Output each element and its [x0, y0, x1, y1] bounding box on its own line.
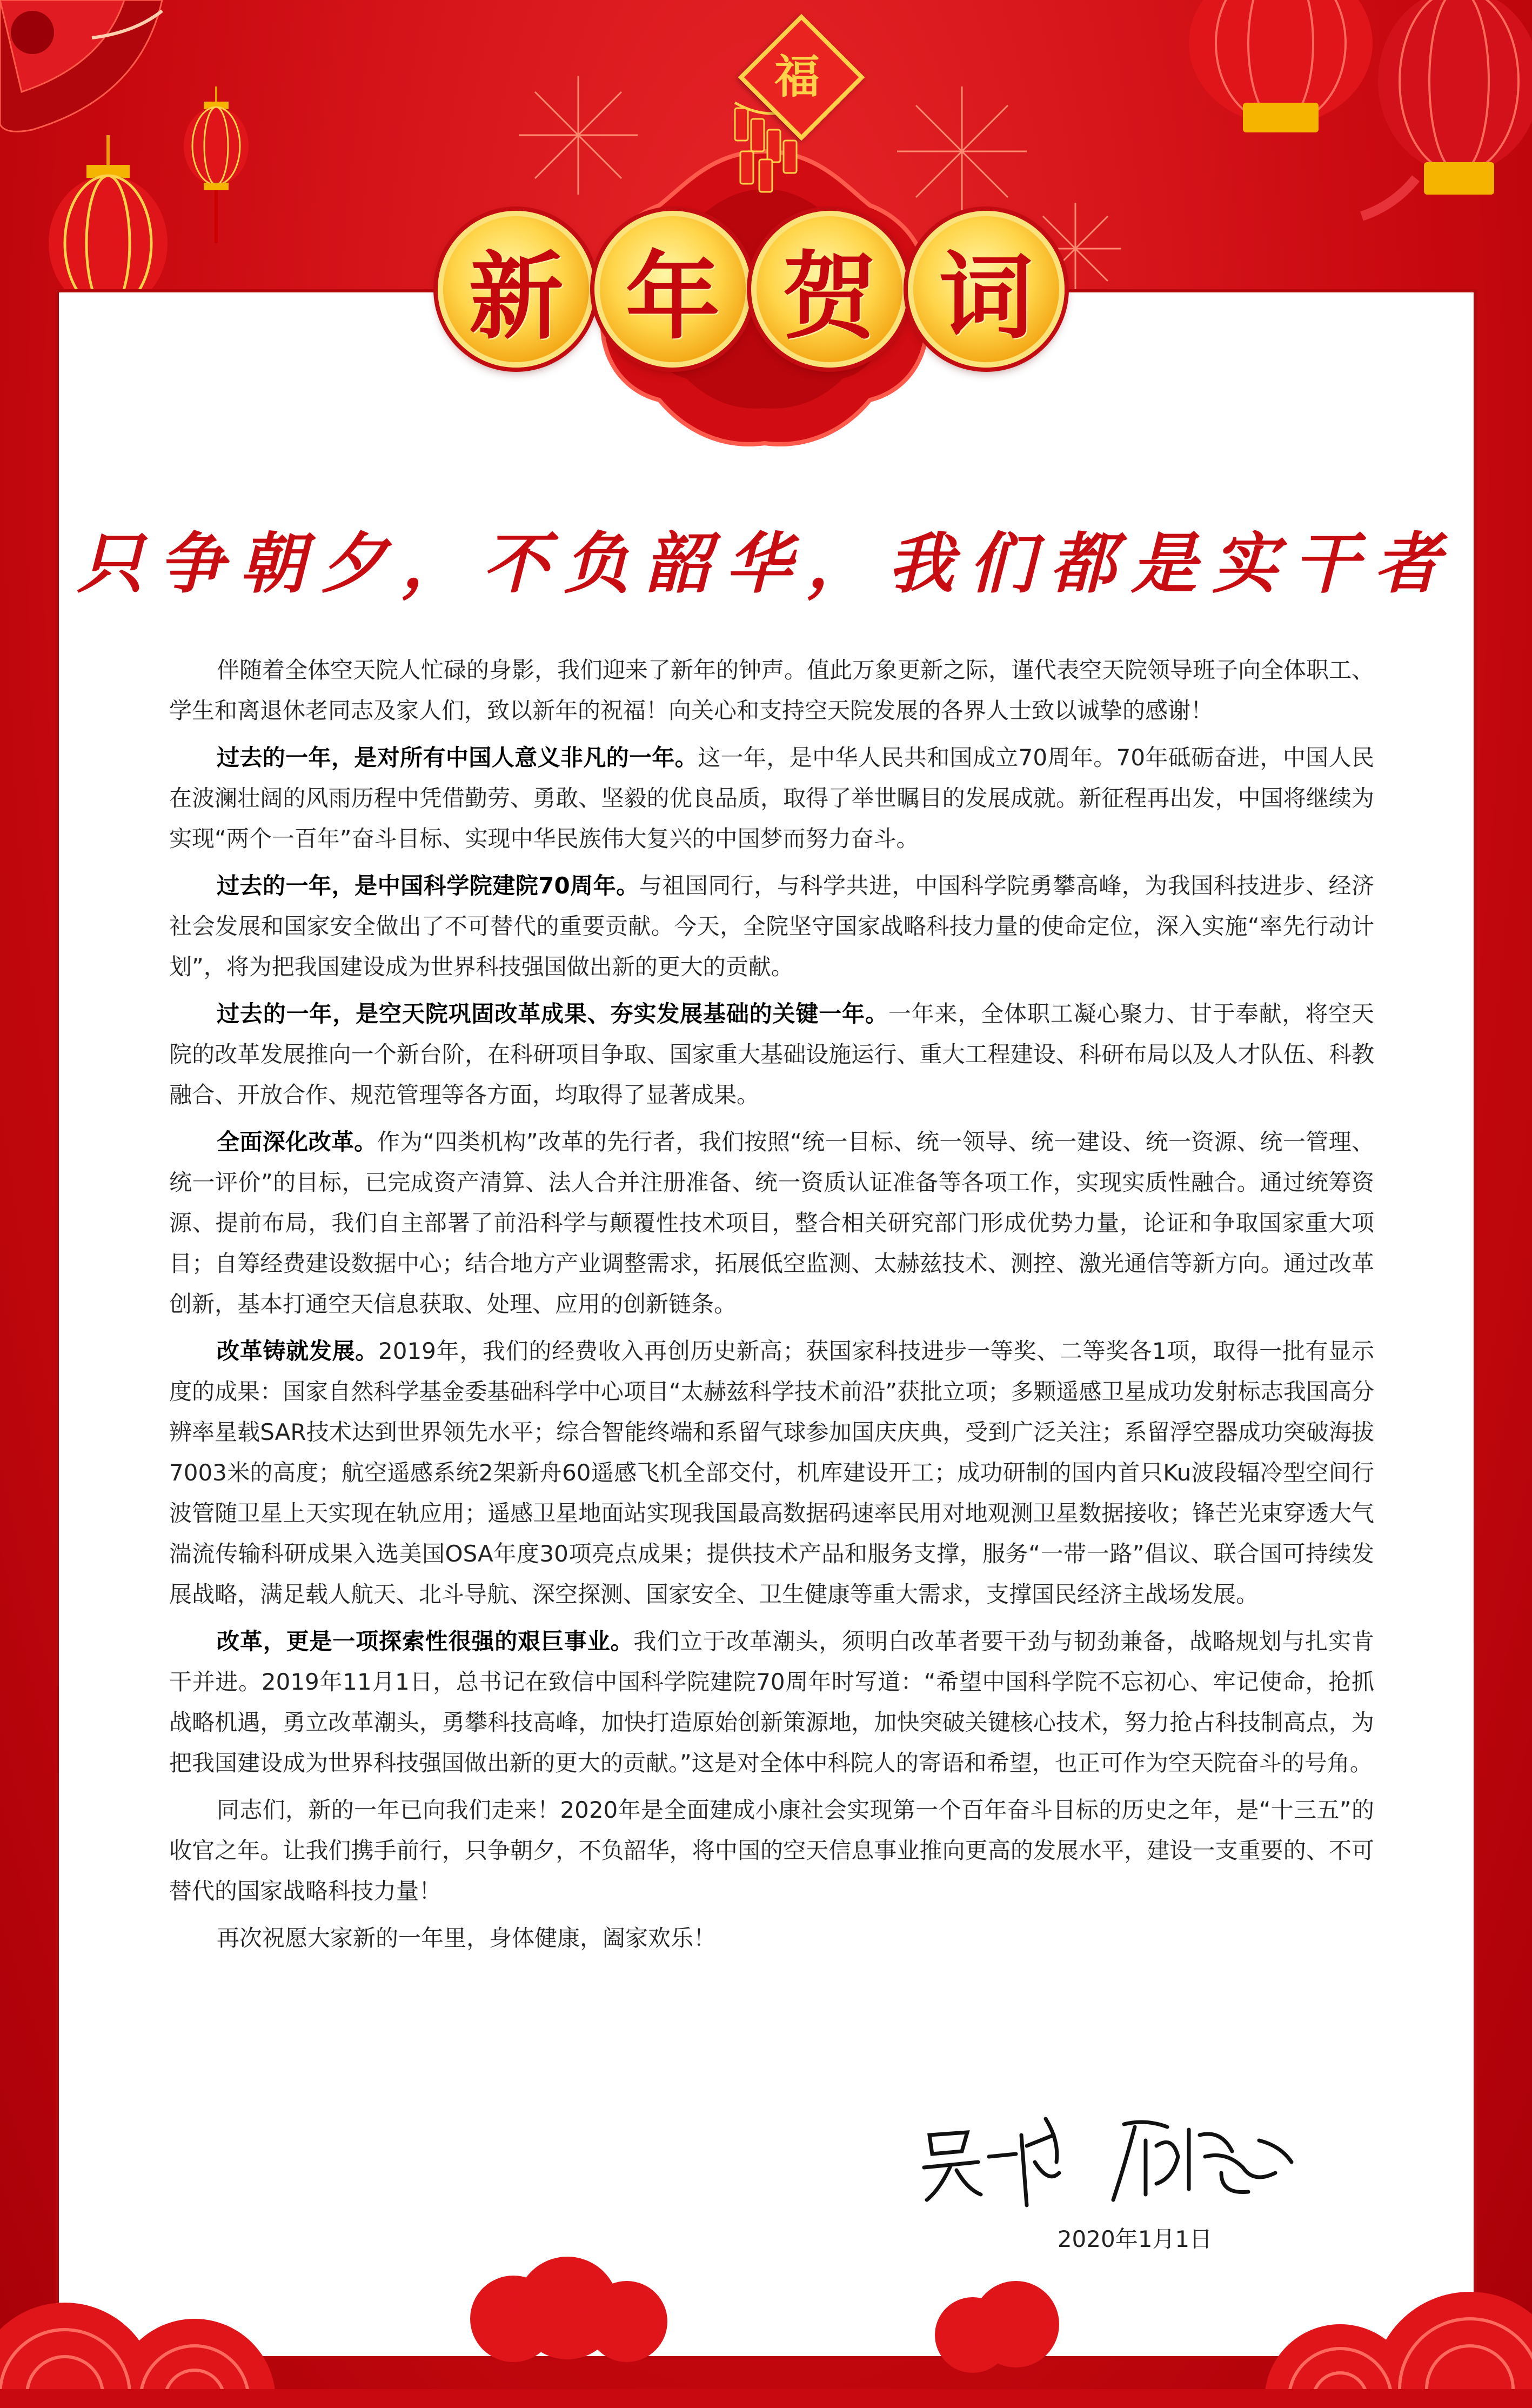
- lantern-icon: [1178, 0, 1532, 227]
- title-char: 贺: [751, 211, 908, 368]
- paragraph: 再次祝愿大家新的一年里，身体健康，阖家欢乐！: [217, 1925, 717, 1951]
- paragraph: 全面深化改革。作为“四类机构”改革的先行者，我们按照“统一目标、统一领导、统一建设、统一资源、统一管理、统一评价”的目标，已完成资产清算、法人合并注册准备、统一资质认证准备等各项工作，实现实质性融合。通过统筹资源、提前布局，我们自主部署了前沿科学与颠覆性技术项目，整合相关研究部门形成优势力量，论证和争取国家重大项目；自筹经费建设数据中心；结合地方产业调整需求，拓展低空监测、太赫兹技术、测控、激光通信等新方向。通过改革创新，基本打通空天信息获取、处理、应用的创新链条。: [169, 1129, 1374, 1317]
- letter-body: [169, 650, 1374, 1965]
- subtitle: 只争朝夕，不负韶华，我们都是实干者: [77, 524, 1455, 602]
- paragraph: 伴随着全体空天院人忙碌的身影，我们迎来了新年的钟声。值此万象更新之际，谨代表空天院领导班子向全体职工、学生和离退休老同志及家人们，致以新年的祝福！向关心和支持空天院发展的各界人士致以诚挚的感谢！: [169, 657, 1375, 724]
- paragraph: 过去的一年，是空天院巩固改革成果、夯实发展基础的关键一年。一年来，全体职工凝心聚力、甘于奉献，将空天院的改革发展推向一个新台阶，在科研项目争取、国家重大基础设施运行、重大工程建设、科研布局以及人才队伍、科教融合、开放合作、规范管理等各方面，均取得了显著成果。: [169, 1000, 1374, 1108]
- title-char: 新: [438, 211, 594, 368]
- lantern-icon: [181, 86, 251, 249]
- paragraph-lead: 过去的一年，是空天院巩固改革成果、夯实发展基础的关键一年。: [217, 1000, 888, 1027]
- paragraph: 过去的一年，是中国科学院建院70周年。与祖国同行，与科学共进，中国科学院勇攀高峰，为我国科技进步、经济社会发展和国家安全做出了不可替代的重要贡献。今天，全院坚守国家战略科技力量的使命定位，深入实施“率先行动计划”，将为把我国建设成为世界科技强国做出新的更大的贡献。: [169, 872, 1374, 980]
- paragraph-lead: 改革，更是一项探索性很强的艰巨事业。: [217, 1628, 634, 1655]
- title-char: 词: [908, 211, 1065, 368]
- paragraph-lead: 过去的一年，是中国科学院建院70周年。: [217, 872, 639, 899]
- page-title: [438, 211, 1065, 368]
- title-char: 年: [594, 211, 751, 368]
- cloud-decoration-icon: [0, 2227, 1532, 2408]
- handwritten-signature: [919, 2103, 1308, 2211]
- paragraph-lead: 过去的一年，是对所有中国人意义非凡的一年。: [217, 744, 698, 771]
- paragraph-lead: 改革铸就发展。: [217, 1338, 379, 1364]
- paragraph-lead: 全面深化改革。: [217, 1129, 377, 1155]
- paragraph: 改革，更是一项探索性很强的艰巨事业。我们立于改革潮头，须明白改革者要干劲与韧劲兼备，战略规划与扎实肯干并进。2019年11月1日，总书记在致信中国科学院建院70周年时写道：“希望中国科学院不忘初心、牢记使命，抢抓战略机遇，勇立改革潮头，勇攀科技高峰，加快打造原始创新策源地，加快突破关键核心技术，努力抢占科技制高点，为把我国建设成为世界科技强国做出新的更大的贡献。”这是对全体中科院人的寄语和希望，也正可作为空天院奋斗的号角。: [169, 1628, 1374, 1776]
- paragraph: 改革铸就发展。2019年，我们的经费收入再创历史新高；获国家科技进步一等奖、二等奖各1项，取得一批有显示度的成果：国家自然科学基金委基础科学中心项目“太赫兹科学技术前沿”获批立项；多颗遥感卫星成功发射标志我国高分辨率星载SAR技术达到世界领先水平；综合智能终端和系留气球参加国庆庆典，受到广泛关注；系留浮空器成功突破海拔7003米的高度；航空遥感系统2架新舟60遥感飞机全部交付，机库建设开工；成功研制的国内首只Ku波段辐冷型空间行波管随卫星上天实现在轨应用；遥感卫星地面站实现我国最高数据码速率民用对地观测卫星数据接收；锋芒光束穿透大气湍流传输科研成果入选美国OSA年度30项亮点成果；提供技术产品和服务支撑，服务“一带一路”倡议、联合国可持续发展战略，满足载人航天、北斗导航、深空探测、国家安全、卫生健康等重大需求，支撑国民经济主战场发展。: [169, 1338, 1374, 1607]
- paragraph: 过去的一年，是对所有中国人意义非凡的一年。这一年，是中华人民共和国成立70周年。70年砥砺奋进，中国人民在波澜壮阔的风雨历程中凭借勤劳、勇敢、坚毅的优良品质，取得了举世瞩目的发展成就。新征程再出发，中国将继续为实现“两个一百年”奋斗目标、实现中华民族伟大复兴的中国梦而努力奋斗。: [169, 744, 1374, 852]
- letter-date: 2020年1月1日: [1057, 2226, 1213, 2252]
- paragraph: 同志们，新的一年已向我们走来！2020年是全面建成小康社会实现第一个百年奋斗目标的历史之年，是“十三五”的收官之年。让我们携手前行，只争朝夕，不负韶华，将中国的空天信息事业推向更高的发展水平，建设一支重要的、不可替代的国家战略科技力量！: [169, 1797, 1374, 1904]
- fu-character: 福: [774, 49, 820, 103]
